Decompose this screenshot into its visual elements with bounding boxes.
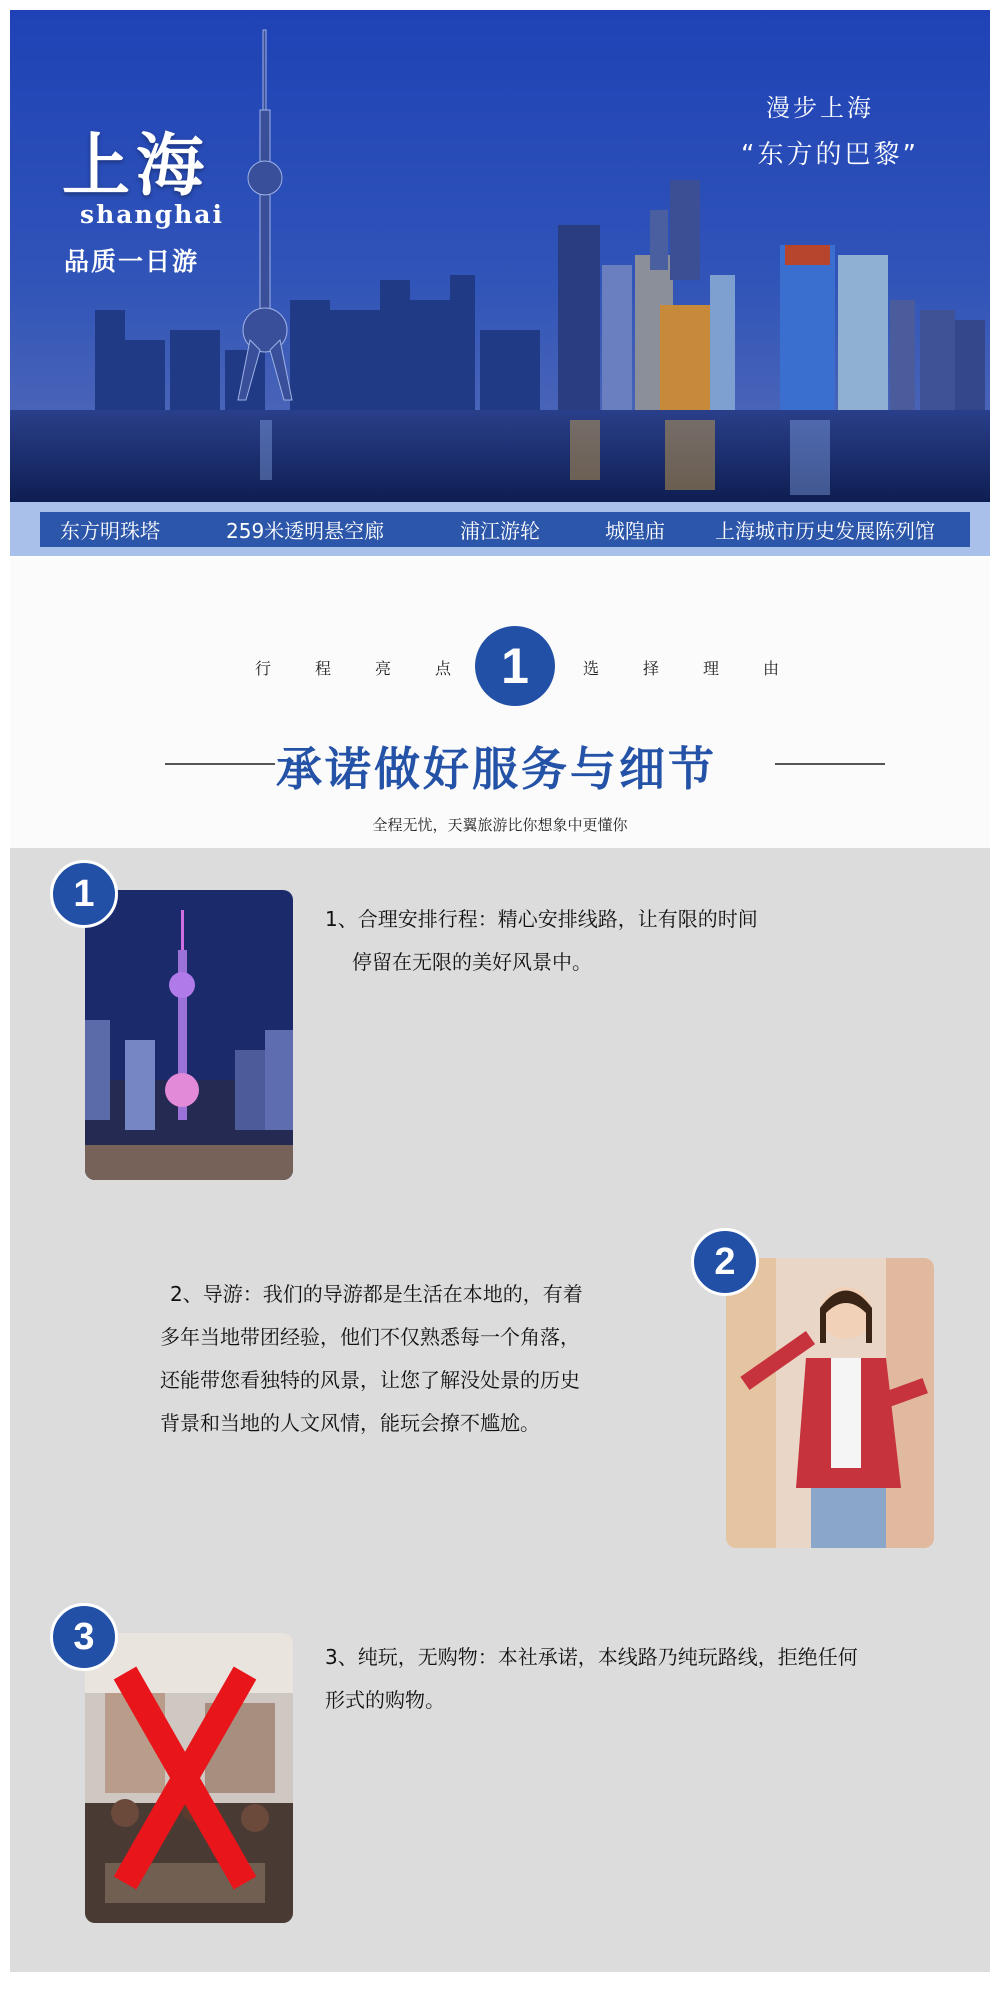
attractions-tag-bar <box>10 502 990 556</box>
hero-title-english: shanghai <box>80 200 224 229</box>
reason-2-line-2: 多年当地带团经验，他们不仅熟悉每一个角落， <box>160 1325 580 1349</box>
reason-3-line-1: 3、纯玩，无购物：本社承诺，本线路乃纯玩路线，拒绝任何 <box>325 1645 858 1669</box>
tag-item: 上海城市历史发展陈列馆 <box>715 519 935 543</box>
reason-2-line-3: 还能带您看独特的风景，让您了解没处景的历史 <box>160 1368 580 1392</box>
hero-subtitle: 品质一日游 <box>64 247 200 276</box>
reasons-section <box>10 848 990 1972</box>
label-char: 由 <box>763 659 782 678</box>
reason-1-line-2: 停留在无限的美好风景中。 <box>352 950 592 974</box>
tag-item: 259米透明悬空廊 <box>226 519 385 543</box>
label-char: 点 <box>435 659 454 678</box>
reason-3-line-2: 形式的购物。 <box>325 1688 445 1712</box>
no-shopping-photo <box>85 1633 293 1923</box>
tour-guide-photo <box>726 1258 934 1548</box>
title-divider-left <box>165 763 275 765</box>
title-divider-right <box>775 763 885 765</box>
reason-2-line-4: 背景和当地的人文风情，能玩会撩不尴尬。 <box>160 1411 540 1435</box>
hero-banner <box>10 10 990 502</box>
reason-number-badge: 2 <box>691 1228 759 1296</box>
label-char: 亮 <box>375 659 394 678</box>
reason-number-badge: 3 <box>50 1603 118 1671</box>
hero-tagline-2: “东方的巴黎” <box>741 140 919 170</box>
pearl-tower-photo <box>85 890 293 1180</box>
section-number-badge: 1 <box>475 626 555 706</box>
section-subtitle: 全程无忧，天翼旅游比你想象中更懂你 <box>372 816 628 834</box>
prohibited-cross-icon <box>85 1633 293 1923</box>
label-char: 行 <box>255 659 274 678</box>
hero-tagline-1: 漫步上海 <box>766 94 874 122</box>
reason-2-line-1: 2、导游：我们的导游都是生活在本地的，有着 <box>170 1282 583 1306</box>
label-char: 理 <box>703 659 722 678</box>
tag-item: 东方明珠塔 <box>60 519 160 543</box>
label-char: 选 <box>583 659 602 678</box>
section-title: 承诺做好服务与细节 <box>276 742 717 796</box>
highlights-intro-section <box>10 558 990 848</box>
reason-number-badge: 1 <box>50 860 118 928</box>
label-char: 程 <box>315 659 334 678</box>
hero-title: 上海 <box>62 127 211 206</box>
tag-item: 城隍庙 <box>605 519 665 543</box>
label-char: 择 <box>643 659 662 678</box>
tag-item: 浦江游轮 <box>460 519 540 543</box>
reason-1-line-1: 1、合理安排行程：精心安排线路，让有限的时间 <box>325 907 758 931</box>
